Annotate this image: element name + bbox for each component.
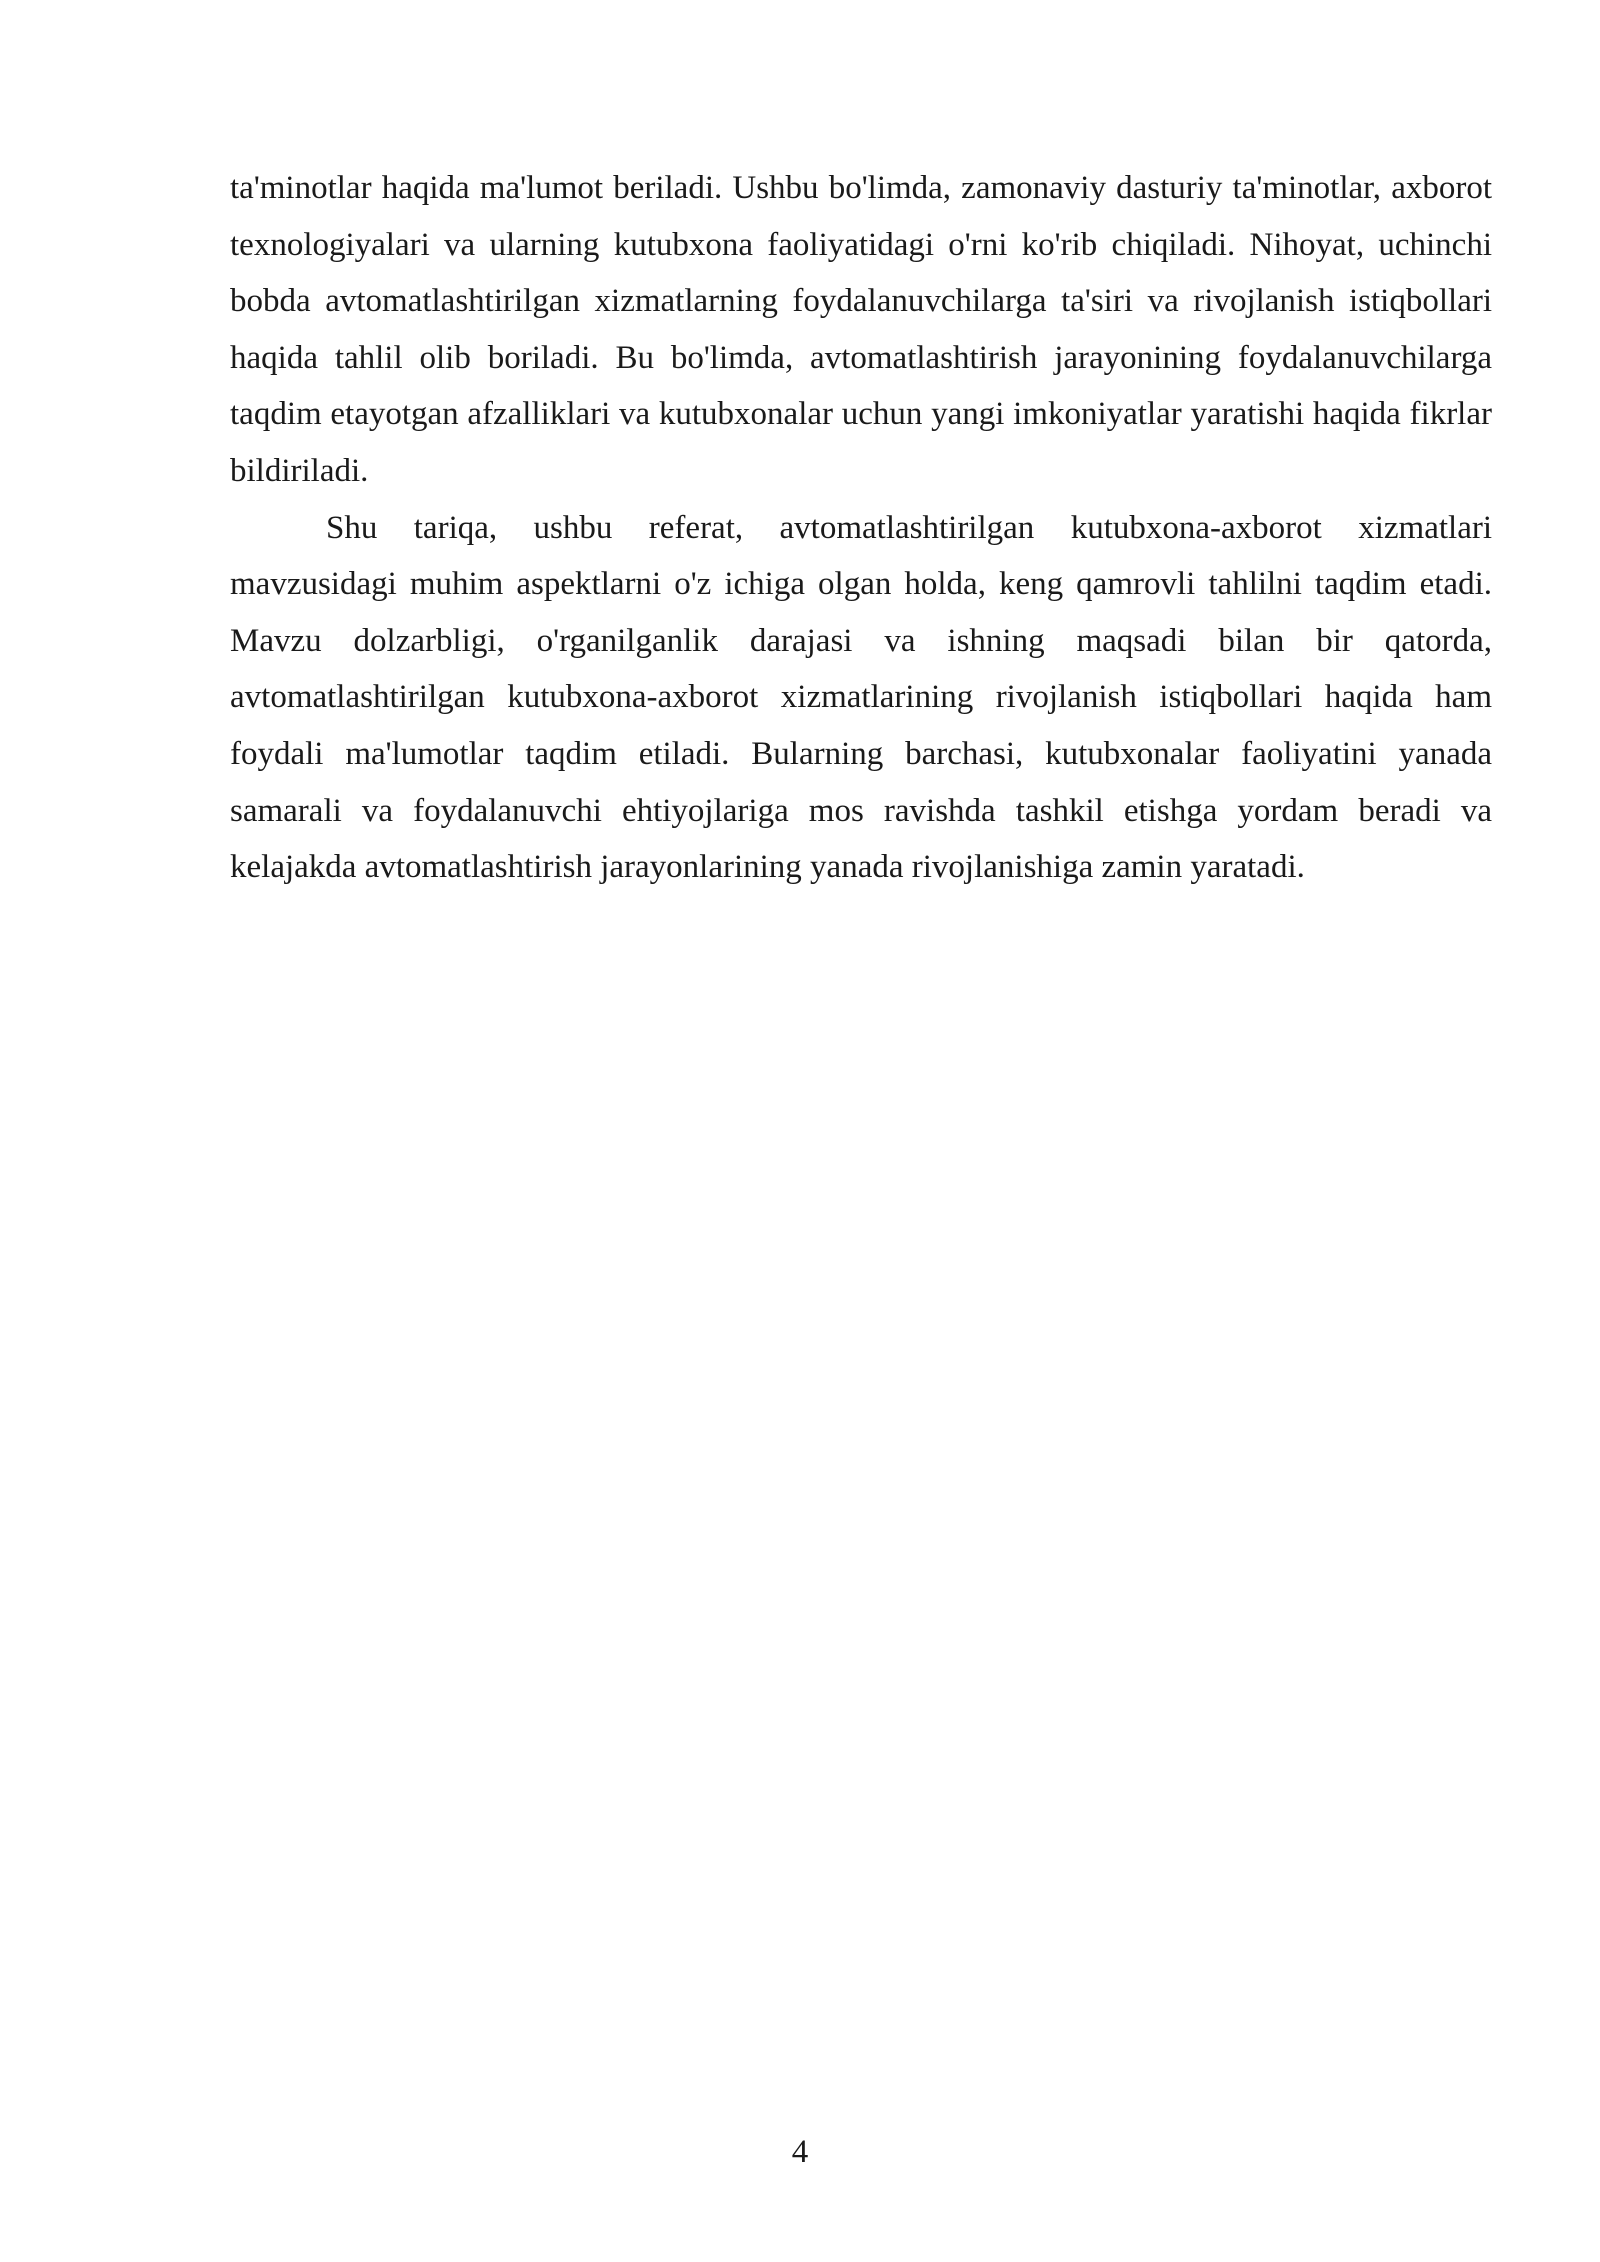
paragraph-summary: Shu tariqa, ushbu referat, avtomatlashtirilgan kutubxona-axborot xizmatlari mavzusidagi muhim aspektlarni o'z ichiga olgan holda, keng qamrovli tahlilni taqdim etadi. Mavzu dolzarbligi, o'rganilganlik darajasi va ishning maqsadi bilan bir qatorda, avtomatlashtirilgan kutubxona-axborot xizmatlarining rivojlanish istiqbollari haqida ham foydali ma'lumotlar taqdim etiladi. Bularning barchasi, kutubxonalar faoliyatini yanada samarali va foydalanuvchi ehtiyojlariga mos ravishda tashkil etishga yordam beradi va kelajakda avtomatlashtirish jarayonlarining yanada rivojlanishiga zamin yaratadi. — [230, 509, 1492, 886]
paragraph-continuation: ta'minotlar haqida ma'lumot beriladi. Ushbu bo'limda, zamonaviy dasturiy ta'minotlar, axborot texnologiyalari va ularning kutubxona faoliyatidagi o'rni ko'rib chiqiladi. Nihoyat, uchinchi bobda avtomatlashtirilgan xizmatlarning foydalanuvchilarga ta'siri va rivojlanish istiqbollari haqida tahlil olib boriladi. Bu bo'limda, avtomatlashtirish jarayonining foydalanuvchilarga taqdim etayotgan afzalliklari va kutubxonalar uchun yangi imkoniyatlar yaratishi haqida fikrlar bildiriladi. — [230, 170, 1492, 489]
body-text — [230, 160, 1492, 896]
page-number: 4 — [791, 2134, 809, 2170]
